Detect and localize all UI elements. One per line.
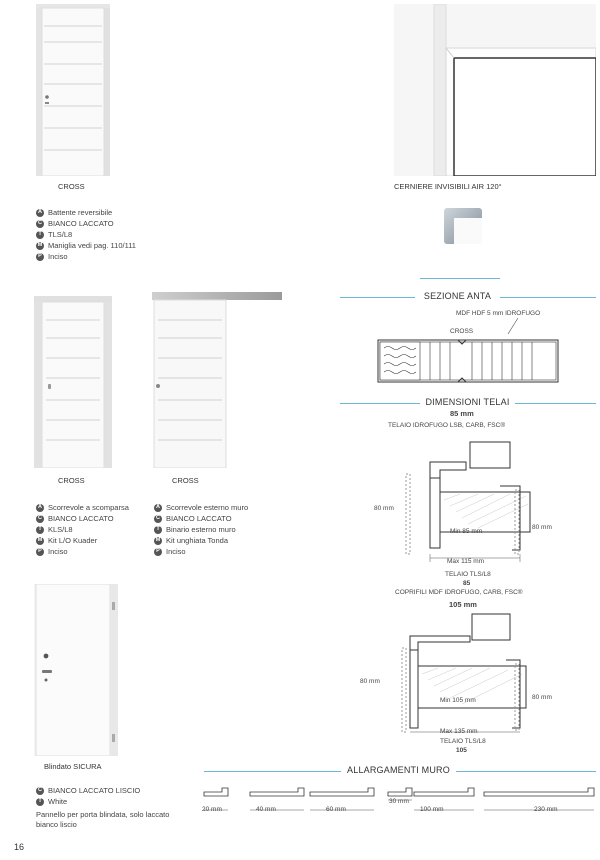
frame-drawing-105 bbox=[380, 612, 540, 738]
allargamenti-line-right bbox=[456, 771, 596, 772]
p2-caption: CROSS bbox=[58, 476, 85, 485]
spec-row bbox=[36, 785, 140, 796]
spec-text: KLS/L8 bbox=[48, 525, 73, 534]
section-drawing bbox=[372, 308, 572, 388]
spec-text: Battente reversibile bbox=[48, 208, 113, 217]
spec-text: Scorrevole a scomparsa bbox=[48, 503, 129, 512]
badge-c-icon: C bbox=[36, 220, 44, 228]
spec-text: Kit L/O Kuader bbox=[48, 536, 98, 545]
spec-text: BIANCO LACCATO bbox=[166, 514, 232, 523]
allarg-30: 30 mm bbox=[389, 798, 409, 805]
d2-max-label: Max 135 mm bbox=[440, 728, 478, 735]
d1-right-label: 80 mm bbox=[532, 524, 552, 531]
badge-p-icon: P bbox=[154, 548, 162, 556]
p1-specs bbox=[36, 207, 136, 262]
spec-text: Inciso bbox=[48, 547, 68, 556]
bordatura-image bbox=[440, 206, 484, 246]
d1-telaio-label: TELAIO TLS/L8 bbox=[445, 571, 491, 578]
spec-row bbox=[36, 218, 136, 229]
coprifili-label: COPRIFILI MDF IDROFUGO, CARB, FSC® bbox=[395, 589, 523, 596]
hinge-caption: CERNIERE INVISIBILI AIR 120° bbox=[394, 182, 502, 191]
badge-c-icon: C bbox=[36, 515, 44, 523]
spec-row bbox=[154, 513, 248, 524]
bordatura-underline bbox=[420, 278, 500, 279]
spec-row bbox=[36, 502, 129, 513]
sezione-line-left bbox=[340, 297, 415, 298]
spec-text: TLS/L8 bbox=[48, 230, 73, 239]
p2-specs bbox=[36, 502, 129, 557]
spec-row bbox=[36, 251, 136, 262]
spec-text: BIANCO LACCATO bbox=[48, 514, 114, 523]
allarg-60: 60 mm bbox=[326, 806, 346, 813]
door-cross-image bbox=[36, 4, 110, 176]
badge-m-icon: M bbox=[37, 537, 43, 543]
badge-m-icon: M bbox=[155, 537, 161, 543]
spec-text: Binario esterno muro bbox=[166, 525, 236, 534]
allargamenti-line-left bbox=[204, 771, 341, 772]
spec-text: White bbox=[48, 797, 68, 806]
badge-c-icon: C bbox=[36, 787, 44, 795]
badge-t-icon: T bbox=[154, 526, 162, 534]
p1-caption: CROSS bbox=[58, 182, 85, 191]
spec-row bbox=[154, 502, 248, 513]
spec-row bbox=[36, 524, 129, 535]
allarg-230: 230 mm bbox=[534, 806, 558, 813]
spec-row bbox=[154, 535, 248, 546]
badge-a-icon: A bbox=[36, 504, 44, 512]
hinge-image bbox=[394, 4, 596, 176]
badge-p-icon: P bbox=[36, 253, 44, 261]
spec-row bbox=[36, 796, 140, 807]
spec-text: Inciso bbox=[48, 252, 68, 261]
door-cross-external-sliding-image bbox=[152, 292, 282, 468]
d2-num: 105 bbox=[456, 747, 467, 754]
dimensioni-line-left bbox=[340, 403, 420, 404]
spec-row bbox=[36, 240, 136, 251]
spec-row bbox=[36, 513, 129, 524]
spec-text: Kit unghiata Tonda bbox=[166, 536, 228, 545]
p4-note: Pannello per porta blindata, solo laccato bianco liscio bbox=[36, 810, 170, 829]
d2-min-label: Min 105 mm bbox=[440, 697, 476, 704]
p3-caption: CROSS bbox=[172, 476, 199, 485]
spec-row bbox=[36, 546, 129, 557]
spec-text: BIANCO LACCATO bbox=[48, 219, 114, 228]
dimensioni-telai-title: DIMENSIONI TELAI bbox=[425, 397, 510, 407]
d1-num: 85 bbox=[463, 580, 471, 587]
spec-row bbox=[36, 207, 136, 218]
badge-a-icon: A bbox=[154, 504, 162, 512]
d1-min-label: Min 85 mm bbox=[450, 528, 483, 535]
spec-row bbox=[36, 229, 136, 240]
d1-max-label: Max 115 mm bbox=[447, 558, 485, 565]
allargamenti-title: ALLARGAMENTI MURO bbox=[347, 765, 450, 775]
page-number: 16 bbox=[14, 842, 25, 852]
p4-caption: Blindato SICURA bbox=[44, 762, 102, 771]
sezione-line-right bbox=[500, 297, 596, 298]
badge-c-icon: C bbox=[154, 515, 162, 523]
telaio-idrofugo-label: TELAIO IDROFUGO LSB, CARB, FSC® bbox=[388, 422, 506, 429]
badge-t-icon: T bbox=[36, 526, 44, 534]
size-85: 85 mm bbox=[450, 409, 474, 418]
badge-a-icon: A bbox=[36, 209, 44, 217]
frame-drawing-85 bbox=[390, 440, 540, 570]
sezione-anta-title: SEZIONE ANTA bbox=[423, 291, 492, 301]
spec-text: Inciso bbox=[166, 547, 186, 556]
door-cross-sliding-pocket-image bbox=[34, 296, 112, 468]
cross-section-label: CROSS bbox=[450, 328, 474, 335]
d1-left-label: 80 mm bbox=[374, 505, 394, 512]
size-105: 105 mm bbox=[449, 600, 477, 609]
spec-row bbox=[154, 524, 248, 535]
spec-row bbox=[154, 546, 248, 557]
allarg-100: 100 mm bbox=[420, 806, 444, 813]
d2-telaio-label: TELAIO TLS/L8 bbox=[440, 738, 486, 745]
mdf-label: MDF HDF 5 mm IDROFUGO bbox=[456, 310, 541, 317]
spec-text: Maniglia vedi pag. 110/111 bbox=[48, 241, 136, 250]
spec-text: Scorrevole esterno muro bbox=[166, 503, 249, 512]
p4-specs bbox=[36, 785, 140, 807]
badge-t-icon: T bbox=[36, 798, 44, 806]
badge-t-icon: T bbox=[36, 231, 44, 239]
badge-p-icon: P bbox=[36, 548, 44, 556]
spec-text: BIANCO LACCATO LISCIO bbox=[48, 786, 141, 795]
spec-row bbox=[36, 535, 129, 546]
dimensioni-line-right bbox=[515, 403, 596, 404]
allarg-40: 40 mm bbox=[256, 806, 276, 813]
d2-right-label: 80 mm bbox=[532, 694, 552, 701]
badge-m-icon: M bbox=[37, 242, 43, 248]
p3-specs bbox=[154, 502, 248, 557]
d2-left-label: 80 mm bbox=[360, 678, 380, 685]
allarg-20: 20 mm bbox=[202, 806, 222, 813]
door-blindato-image bbox=[34, 584, 118, 756]
